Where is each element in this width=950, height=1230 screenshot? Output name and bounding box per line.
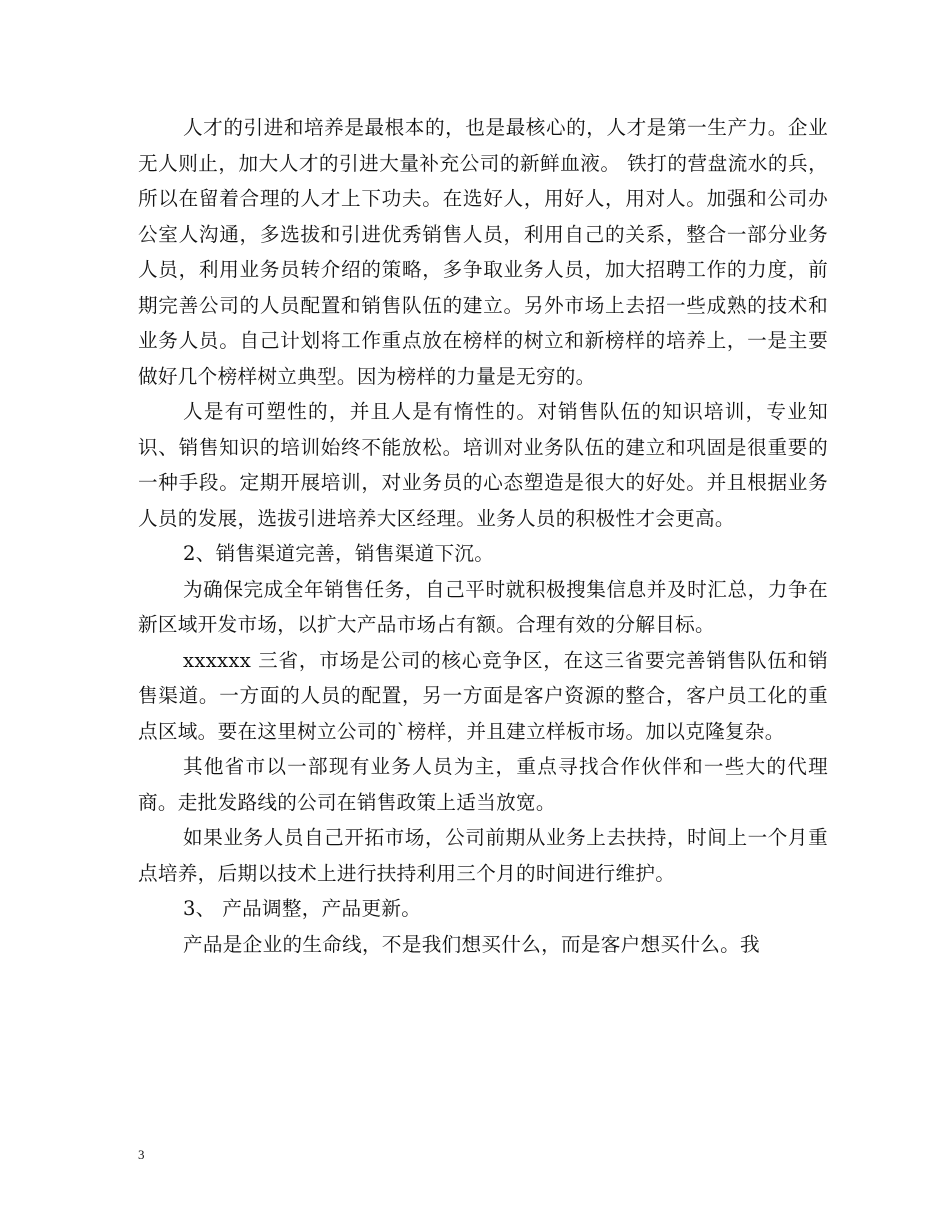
heading-product-adjustment: 3、 产品调整，产品更新。 <box>183 897 422 920</box>
page-number: 3 <box>138 1147 145 1162</box>
paragraph-market-support: 如果业务人员自己开拓市场，公司前期从业务上去扶持，时间上一个月重点培养，后期以技术上进行扶持利用三个月的时间进行维护。 <box>138 826 828 885</box>
paragraph-sales-training: 人是有可塑性的，并且人是有惰性的。对销售队伍的知识培训，专业知识、销售知识的培训始终不能放松。培训对业务队伍的建立和巩固是很重要的一种手段。定期开展培训，对业务员的心态塑造是很大的好处。并且根据业务人员的发展，选拔引进培养大区经理。业务人员的积极性才会更高。 <box>138 400 828 530</box>
paragraph-other-provinces: 其他省市以一部现有业务人员为主，重点寻找合作伙伴和一些大的代理商。走批发路线的公司在销售政策上适当放宽。 <box>138 755 828 814</box>
paragraph-product-lifeline: 产品是企业的生命线，不是我们想买什么，而是客户想买什么。我 <box>183 932 760 956</box>
heading-sales-channels: 2、销售渠道完善，销售渠道下沉。 <box>183 542 495 565</box>
paragraph-talent-recruitment: 人才的引进和培养是最根本的，也是最核心的，人才是第一生产力。企业无人则止，加大人才的引进大量补充公司的新鲜血液。 铁打的营盘流水的兵，所以在留着合理的人才上下功夫。在选好人，用好人，用对人。加强和公司办公室人沟通，多选拔和引进优秀销售人员，利用自己的关系，整合一部分业务人员，利用业务员转介绍的策略，多争取业务人员，加大招聘工作的力度，前期完善公司的人员配置和销售队伍的建立。另外市场上去招一些成熟的技术和业务人员。自己计划将工作重点放在榜样的树立和新榜样的培养上，一是主要做好几个榜样树立典型。因为榜样的力量是无穷的。 <box>138 116 828 388</box>
paragraph-core-provinces: xxxxxx 三省，市场是公司的核心竞争区，在这三省要完善销售队伍和销售渠道。一方面的人员的配置，另一方面是客户资源的整合，客户员工化的重点区域。要在这里树立公司的`榜样，并且建立样板市场。加以克隆复杂。 <box>138 648 828 743</box>
paragraph-annual-sales-target: 为确保完成全年销售任务，自己平时就积极搜集信息并及时汇总，力争在新区域开发市场，以扩大产品市场占有额。合理有效的分解目标。 <box>138 577 828 636</box>
document-body <box>138 110 828 962</box>
